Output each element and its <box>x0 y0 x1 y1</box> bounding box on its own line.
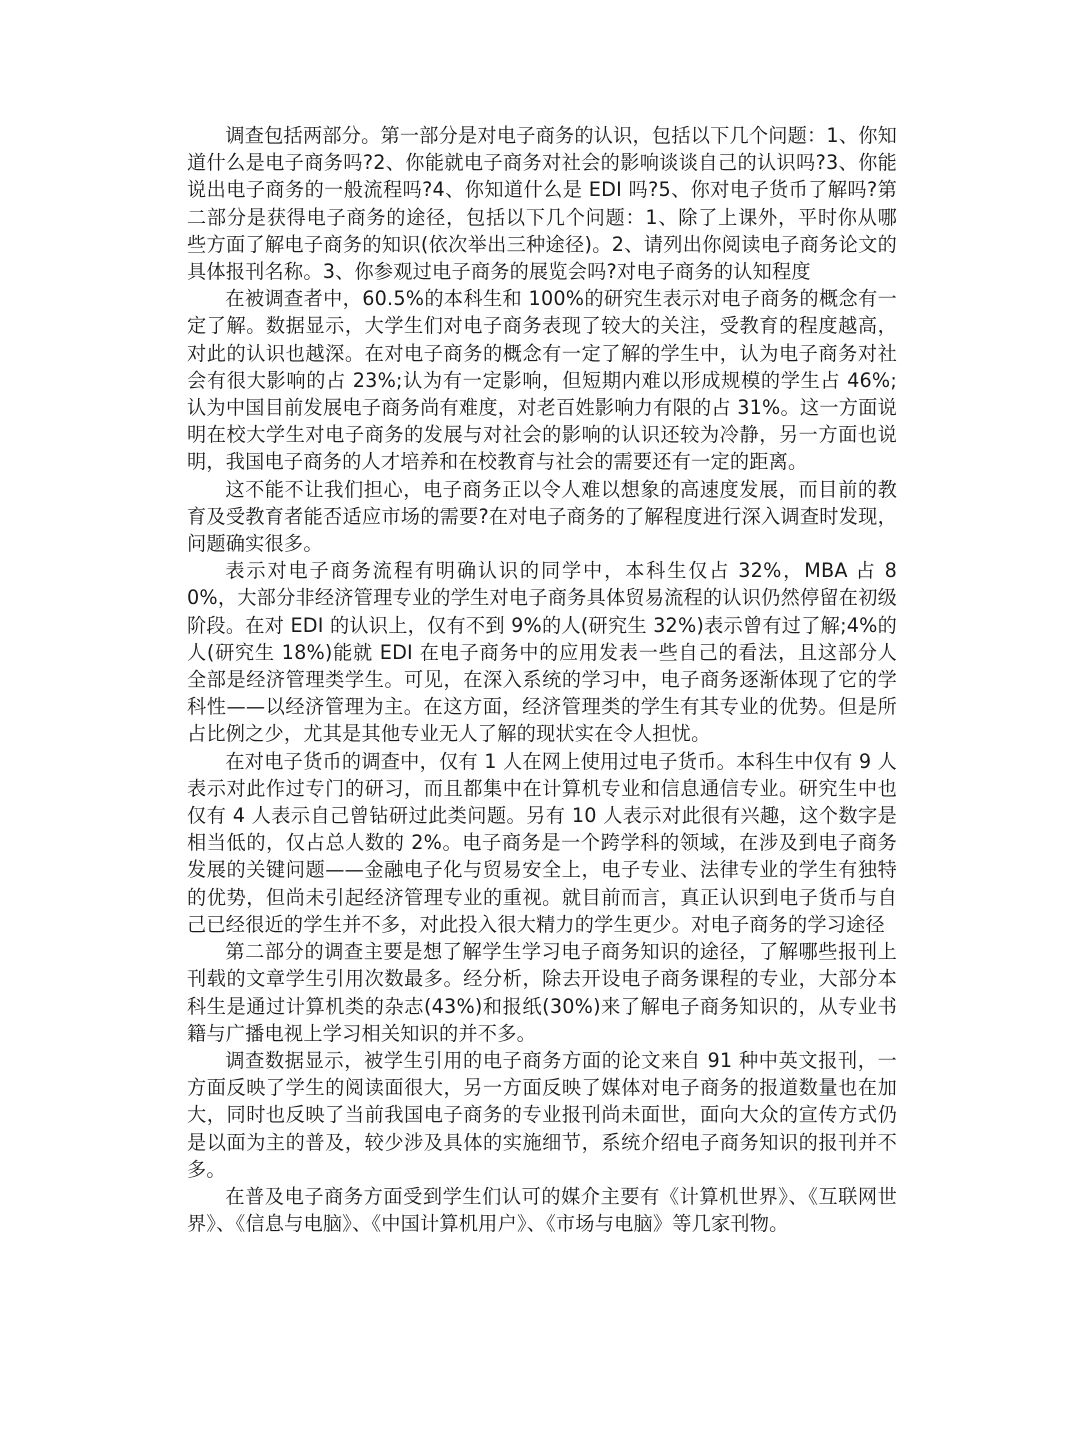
paragraph-survey-structure: 调查包括两部分。第一部分是对电子商务的认识，包括以下几个问题：1、你知道什么是电子商务吗?2、你能就电子商务对社会的影响谈谈自己的认识吗?3、你能说出电子商务的一般流程吗?4、你知道什么是 EDI 吗?5、你对电子货币了解吗?第二部分是获得电子商务的途径，包括以下几个问题：1、除了上课外，平时你从哪些方面了解电子商务的知识(依次举出三种途径)。2、请列出你阅读电子商务论文的具体报刊名称。3、你参观过电子商务的展览会吗?对电子商务的认知程度 <box>187 124 897 284</box>
document-body <box>187 122 897 1237</box>
paragraph-process-edi: 表示对电子商务流程有明确认识的同学中，本科生仅占 32%，MBA 占 80%，大部分非经济管理专业的学生对电子商务具体贸易流程的认识仍然停留在初级阶段。在对 EDI 的认识上，仅有不到 9%的人(研究生 32%)表示曾有过了解;4%的人(研究生 18%)能就 EDI 在电子商务中的应用发表一些自己的看法，且这部分人全部是经济管理类学生。可见，在深入系统的学习中，电子商务逐渐体现了它的学科性——以经济管理为主。在这方面，经济管理类的学生有其专业的优势。但是所占比例之少，尤其是其他专业无人了解的现状实在令人担忧。 <box>187 559 897 746</box>
paragraph-recognized-media: 在普及电子商务方面受到学生们认可的媒介主要有《计算机世界》、《互联网世界》、《信息与电脑》、《中国计算机用户》、《市场与电脑》等几家刊物。 <box>187 1184 897 1236</box>
paragraph-concern: 这不能不让我们担心，电子商务正以令人难以想象的高速度发展，而目前的教育及受教育者能否适应市场的需要?在对电子商务的了解程度进行深入调查时发现，问题确实很多。 <box>187 477 897 556</box>
paragraph-learning-channels: 第二部分的调查主要是想了解学生学习电子商务知识的途径，了解哪些报刊上刊载的文章学生引用次数最多。经分析，除去开设电子商务课程的专业，大部分本科生是通过计算机类的杂志(43%)和报纸(30%)来了解电子商务知识的，从专业书籍与广播电视上学习相关知识的并不多。 <box>187 940 897 1045</box>
paragraph-electronic-money: 在对电子货币的调查中，仅有 1 人在网上使用过电子货币。本科生中仅有 9 人表示对此作过专门的研习，而且都集中在计算机专业和信息通信专业。研究生中也仅有 4 人表示自己曾钻研过此类问题。另有 10 人表示对此很有兴趣，这个数字是相当低的，仅占总人数的 2%。电子商务是一个跨学科的领域，在涉及到电子商务发展的关键问题——金融电子化与贸易安全上，电子专业、法律专业的学生有独特的优势，但尚未引起经济管理专业的重视。就目前而言，真正认识到电子货币与自己已经很近的学生并不多，对此投入很大精力的学生更少。对电子商务的学习途径 <box>187 749 897 936</box>
paragraph-awareness-results: 在被调查者中，60.5%的本科生和 100%的研究生表示对电子商务的概念有一定了解。数据显示，大学生们对电子商务表现了较大的关注，受教育的程度越高，对此的认识也越深。在对电子商务的概念有一定了解的学生中，认为电子商务对社会有很大影响的占 23%;认为有一定影响，但短期内难以形成规模的学生占 46%;认为中国目前发展电子商务尚有难度，对老百姓影响力有限的占 31%。这一方面说明在校大学生对电子商务的发展与对社会的影响的认识还较为冷静，另一方面也说明，我国电子商务的人才培养和在校教育与社会的需要还有一定的距离。 <box>187 287 897 474</box>
paragraph-cited-periodicals: 调查数据显示，被学生引用的电子商务方面的论文来自 91 种中英文报刊，一方面反映了学生的阅读面很大，另一方面反映了媒体对电子商务的报道数量也在加大，同时也反映了当前我国电子商务的专业报刊尚未面世，面向大众的宣传方式仍是以面为主的普及，较少涉及具体的实施细节，系统介绍电子商务知识的报刊并不多。 <box>187 1048 897 1181</box>
